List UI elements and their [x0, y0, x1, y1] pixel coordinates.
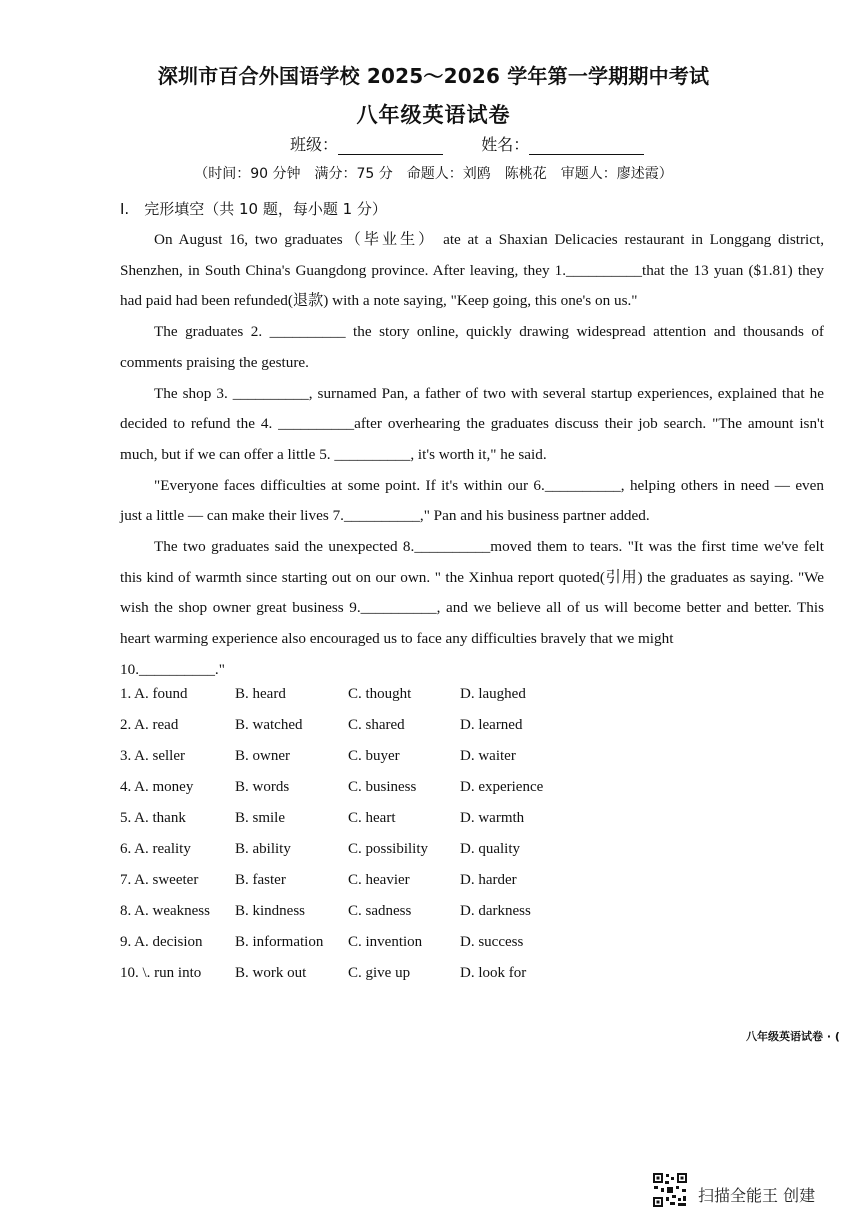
option-b: B. faster [235, 872, 286, 888]
option-d: D. quality [460, 841, 520, 857]
passage-paragraph: On August 16, two graduates（毕业生） ate at a Shaxian Delicacies restaurant in Longgang district, Shenzhen, in South China's Guangdong province. After leaving, they 1.__________that the 13 yuan ($1.81) they had paid had been refunded(退款) with a note saying, "Keep going, this one's on us." [120, 231, 824, 310]
option-c: C. shared [348, 717, 405, 733]
option-d: D. waiter [460, 748, 516, 764]
option-a: 1. A. found [120, 686, 188, 702]
option-a: 5. A. thank [120, 810, 186, 826]
option-c: C. buyer [348, 748, 400, 764]
class-label: 班级： [290, 135, 339, 154]
option-d: D. experience [460, 779, 544, 795]
cloze-passage [120, 225, 824, 686]
option-b: B. ability [235, 841, 291, 857]
option-a: 8. A. weakness [120, 903, 210, 919]
option-c: C. thought [348, 686, 412, 702]
passage-paragraph: The shop 3. __________, surnamed Pan, a father of two with several startup experiences, explained that he decided to refund the 4. __________after overhearing the graduates discuss their job search. "The amount isn't much, but if we can offer a little 5. __________, it's worth it," he said. [120, 384, 824, 463]
option-c: C. heart [348, 810, 396, 826]
option-d: D. success [460, 934, 524, 950]
option-b: B. kindness [235, 903, 306, 919]
option-c: C. possibility [348, 841, 429, 857]
student-info-line [290, 132, 644, 155]
option-b: B. heard [235, 686, 286, 702]
exam-info: （时间：90 分钟 满分：75 分 命题人：刘鸥 陈桃花 审题人：廖述霞） [194, 166, 673, 182]
option-b: B. smile [235, 810, 286, 826]
passage-paragraph: 10.__________." [120, 660, 225, 678]
option-c: C. sadness [348, 903, 412, 919]
option-a: 2. A. read [120, 717, 179, 733]
option-d: D. laughed [460, 686, 526, 702]
page-footer-label: 八年级英语试卷 · ( [746, 1030, 840, 1043]
option-b: B. information [235, 934, 324, 950]
passage-paragraph: "Everyone faces difficulties at some point. If it's within our 6.__________, helping others in need — even just a little — can make their lives 7.__________," Pan and his business partner added. [120, 476, 824, 525]
option-c: C. business [348, 779, 417, 795]
option-d: D. learned [460, 717, 523, 733]
option-d: D. look for [460, 965, 527, 981]
option-b: B. work out [235, 965, 307, 981]
option-a: 4. A. money [120, 779, 194, 795]
option-b: B. owner [235, 748, 290, 764]
option-a: 9. A. decision [120, 934, 203, 950]
option-a: 10. \. run into [120, 965, 202, 981]
name-blank [529, 138, 644, 155]
passage-paragraph: The graduates 2. __________ the story online, quickly drawing widespread attention and thousands of comments praising the gesture. [120, 323, 824, 371]
passage-paragraph: The two graduates said the unexpected 8.__________moved them to tears. "It was the first time we've felt this kind of warmth since starting out on our own. " the Xinhua report quoted(引用) the graduates as saying. "We wish the shop owner great business 9.__________, and we believe all of us will become better and better. This heart warming experience also encouraged us to face any difficulties bravely that we might [120, 538, 824, 648]
name-label: 姓名： [481, 135, 530, 154]
option-b: B. words [235, 779, 290, 795]
qr-code-icon [652, 1172, 688, 1208]
option-c: C. invention [348, 934, 423, 950]
option-d: D. harder [460, 872, 517, 888]
option-a: 3. A. seller [120, 748, 185, 764]
option-c: C. heavier [348, 872, 410, 888]
option-d: D. warmth [460, 810, 525, 826]
exam-subtitle: 八年级英语试卷 [356, 103, 511, 127]
class-blank [338, 138, 443, 155]
option-a: 7. A. sweeter [120, 872, 199, 888]
option-d: D. darkness [460, 903, 531, 919]
section-heading: I. 完形填空（共 10 题，每小题 1 分） [120, 200, 387, 218]
exam-title: 深圳市百合外国语学校 2025～2026 学年第一学期期中考试 [157, 64, 710, 88]
scanner-watermark: 扫描全能王 创建 [698, 1186, 816, 1205]
option-a: 6. A. reality [120, 841, 191, 857]
option-b: B. watched [235, 717, 303, 733]
option-c: C. give up [348, 965, 411, 981]
